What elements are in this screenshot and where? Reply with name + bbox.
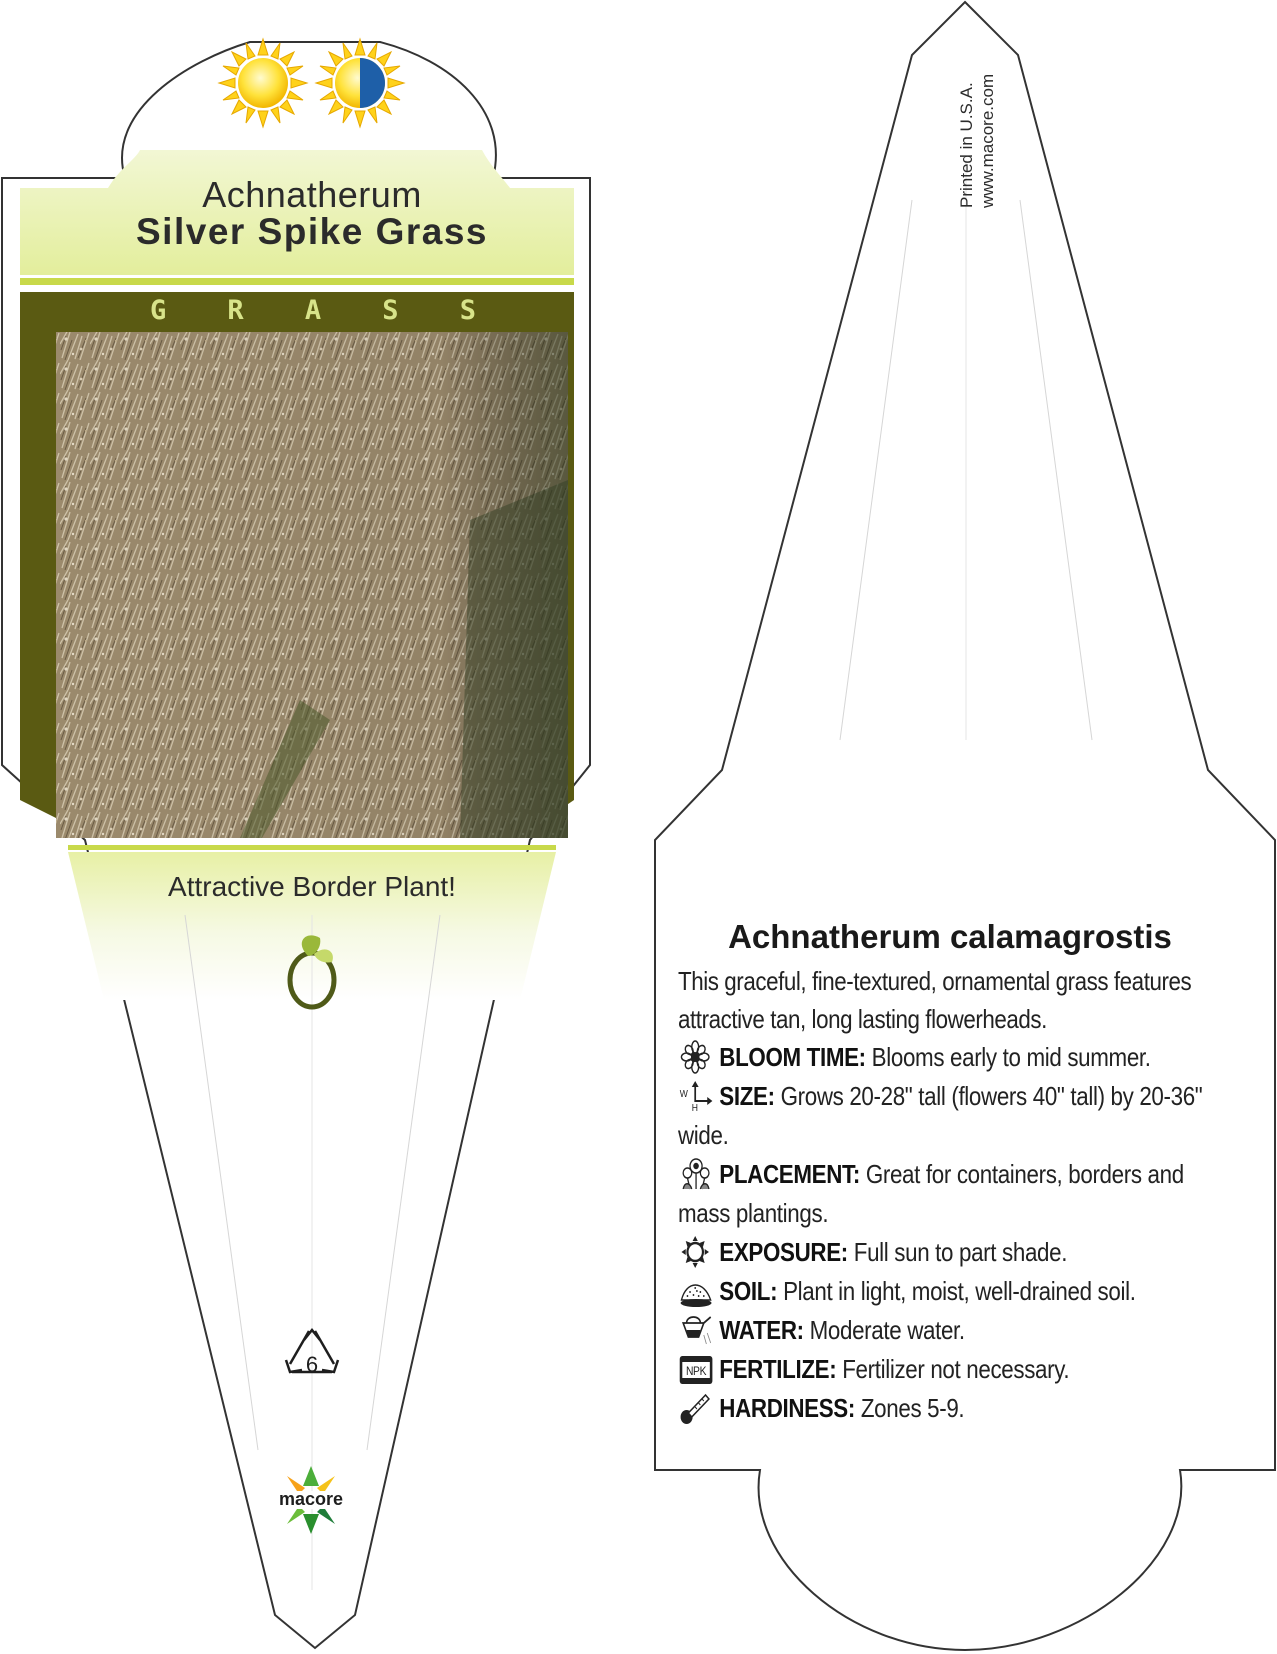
header-rule bbox=[20, 278, 574, 285]
detail-label: SIZE: bbox=[719, 1081, 775, 1111]
detail-label: PLACEMENT: bbox=[719, 1159, 860, 1189]
detail-value: Great for containers, borders and mass plantings. bbox=[678, 1159, 1184, 1228]
detail-label: FERTILIZE: bbox=[719, 1354, 837, 1384]
detail-label: BLOOM TIME: bbox=[719, 1042, 866, 1072]
category-letter: S bbox=[459, 295, 476, 326]
category-letter: S bbox=[382, 295, 399, 326]
detail-label: WATER: bbox=[719, 1315, 804, 1345]
placement-icon bbox=[678, 1157, 714, 1191]
category-letter: G bbox=[150, 295, 167, 326]
category-letter: R bbox=[227, 295, 244, 326]
brand-name: macore bbox=[278, 1489, 344, 1509]
svg-text:NPK: NPK bbox=[685, 1365, 707, 1379]
detail-row-soil bbox=[678, 1272, 1237, 1311]
detail-row-hardiness bbox=[678, 1389, 1237, 1428]
front-genus: Achnatherum bbox=[202, 174, 422, 215]
detail-label: EXPOSURE: bbox=[719, 1237, 848, 1267]
detail-row-fertilize bbox=[678, 1350, 1237, 1389]
detail-row-bloom bbox=[678, 1038, 1237, 1077]
part-shade-icon bbox=[316, 39, 404, 127]
detail-value: Full sun to part shade. bbox=[853, 1237, 1068, 1267]
svg-text:W: W bbox=[679, 1088, 688, 1100]
front-category bbox=[150, 295, 476, 326]
size-icon bbox=[678, 1079, 714, 1113]
species-name: Achnatherum calamagrostis bbox=[728, 918, 1172, 955]
soil-icon bbox=[678, 1274, 714, 1308]
flower-icon bbox=[678, 1040, 714, 1074]
front-tagline: Attractive Border Plant! bbox=[168, 871, 456, 902]
detail-row-exposure bbox=[678, 1233, 1237, 1272]
watering-can-icon bbox=[678, 1313, 714, 1347]
full-sun-icon bbox=[219, 39, 307, 127]
detail-value: Plant in light, moist, well-drained soil. bbox=[783, 1276, 1136, 1306]
care-info bbox=[678, 918, 1238, 1428]
front-common-name: Silver Spike Grass bbox=[136, 211, 488, 252]
category-letter: A bbox=[304, 295, 322, 326]
detail-row-size bbox=[678, 1077, 1237, 1155]
detail-label: SOIL: bbox=[719, 1276, 778, 1306]
description: This graceful, fine-textured, ornamental grass features attractive tan, long lasting flowerheads. bbox=[678, 966, 1192, 1034]
detail-value: Fertilizer not necessary. bbox=[842, 1354, 1070, 1384]
detail-value: Moderate water. bbox=[809, 1315, 965, 1345]
thermometer-icon bbox=[678, 1391, 714, 1425]
detail-value: Zones 5-9. bbox=[860, 1393, 965, 1423]
npk-icon bbox=[678, 1352, 714, 1386]
detail-value: Grows 20-28" tall (flowers 40" tall) by 20-36" wide. bbox=[678, 1081, 1203, 1150]
detail-label: HARDINESS: bbox=[719, 1393, 855, 1423]
detail-row-placement bbox=[678, 1155, 1237, 1233]
printer-line-1: Printed in U.S.A. bbox=[957, 82, 976, 208]
detail-value: Blooms early to mid summer. bbox=[871, 1042, 1151, 1072]
sun-icon bbox=[678, 1235, 714, 1269]
recycle-code: 6 bbox=[305, 1352, 319, 1377]
svg-text:H: H bbox=[691, 1102, 698, 1113]
detail-row-water bbox=[678, 1311, 1237, 1350]
printer-line-2: www.macore.com bbox=[978, 73, 997, 208]
